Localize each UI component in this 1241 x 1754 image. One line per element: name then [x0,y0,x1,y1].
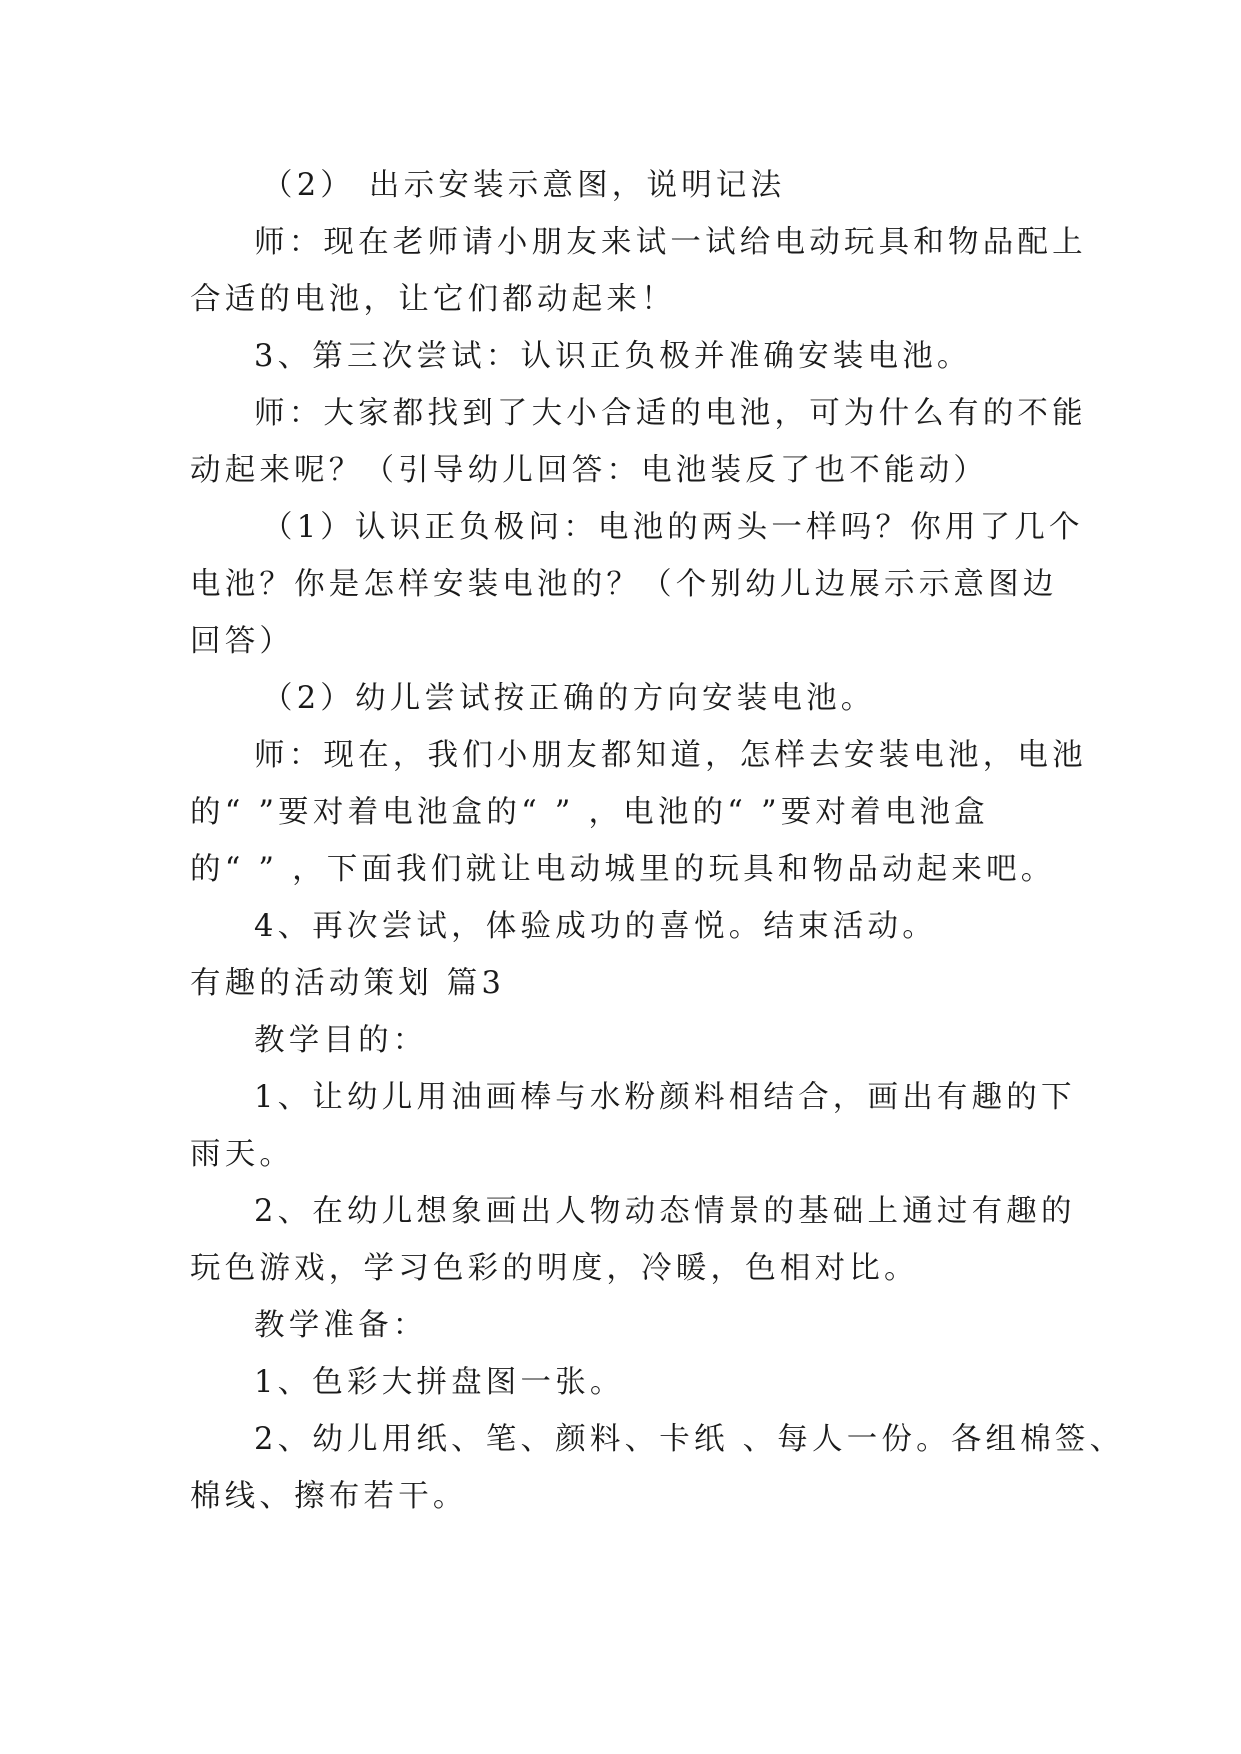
preparation-heading: 教学准备： [254,1308,428,1343]
prep-1: 1、色彩大拼盘图一张。 [254,1365,625,1400]
goal-2: 2、在幼儿想象画出人物动态情景的基础上通过有趣的 [254,1194,1076,1229]
step-1-poles-cont: 电池？你是怎样安装电池的？（个别幼儿边展示示意图边 [190,567,1058,602]
teacher-line-3-cont: 的“ ”要对着电池盒的“ ” ，电池的“ ”要对着电池盒 [190,795,989,830]
teacher-line-2: 师：大家都找到了大小合适的电池，可为什么有的不能 [254,396,1087,431]
teacher-line-1-cont: 合适的电池，让它们都动起来！ [190,282,676,317]
third-attempt-heading: 3、第三次尝试：认识正负极并准确安装电池。 [254,339,972,374]
step-1-poles-end: 回答） [190,624,295,659]
fourth-attempt: 4、再次尝试，体验成功的喜悦。结束活动。 [254,909,937,944]
goal-1-cont: 雨天。 [190,1137,295,1172]
prep-2: 2、幼儿用纸、笔、颜料、卡纸 、每人一份。各组棉签、 [254,1422,1125,1457]
teaching-goal-heading: 教学目的： [254,1023,428,1058]
section-title: 有趣的活动策划 篇3 [190,966,506,1001]
goal-2-cont: 玩色游戏，学习色彩的明度，冷暖，色相对比。 [190,1251,919,1286]
teacher-line-1: 师：现在老师请小朋友来试一试给电动玩具和物品配上 [254,225,1087,260]
goal-1: 1、让幼儿用油画棒与水粉颜料相结合，画出有趣的下 [254,1080,1076,1115]
step-2-show-diagram: （2） 出示安装示意图，说明记法 [262,168,786,203]
teacher-line-2-cont: 动起来呢？（引导幼儿回答：电池装反了也不能动） [190,453,989,488]
prep-2-cont: 棉线、擦布若干。 [190,1479,468,1514]
teacher-line-3-end: 的“ ” ，下面我们就让电动城里的玩具和物品动起来吧。 [190,852,1056,887]
step-2-install: （2）幼儿尝试按正确的方向安装电池。 [262,681,876,716]
step-1-poles: （1）认识正负极问：电池的两头一样吗？你用了几个 [262,510,1084,545]
teacher-line-3: 师：现在，我们小朋友都知道，怎样去安装电池，电池 [254,738,1087,773]
